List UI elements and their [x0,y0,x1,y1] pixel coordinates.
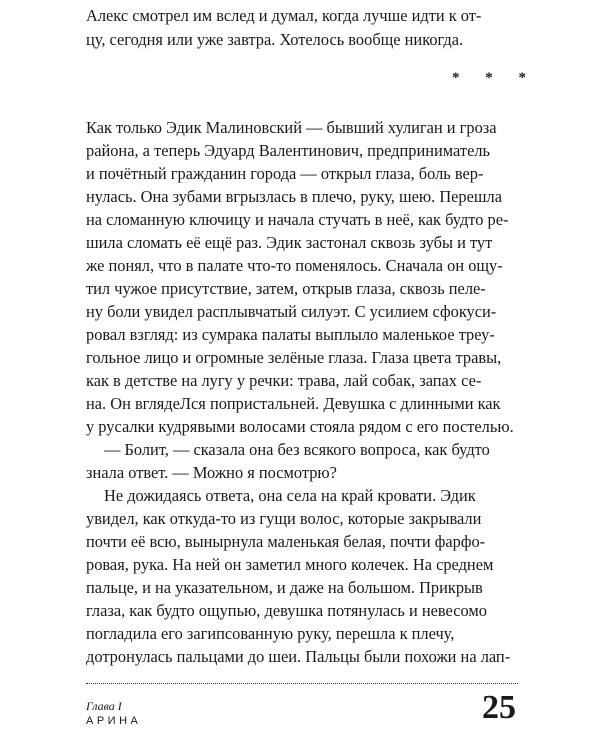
text-line: пальце, и на указательном, и даже на большом. Прикрыв [86,578,483,597]
text-line: как в детстве на лугу у речки: трава, лай собак, запах се- [86,371,482,390]
text-line: Алекс смотрел им вслед и думал, когда лучше идти к от- [86,6,482,25]
text-line: дотронулась пальцами до шеи. Пальцы были похожи на лап- [86,647,511,666]
page-number: 25 [482,689,516,726]
text-line: ну боли увидел расплывчатый силуэт. С усилием сфокуси- [86,302,497,321]
text-line: на сломанную ключицу и начала стучать в неё, как будто ре- [86,210,509,229]
text-line: тил чужое присутствие, затем, открыв глаза, сквозь пеле- [86,279,486,298]
text-line: Как только Эдик Малиновский — бывший хулиган и гроза [86,118,497,137]
text-line: района, а теперь Эдуард Валентинович, предприниматель [86,141,491,160]
text-line: шила сломать её ещё раз. Эдик застонал сквозь зубы и тут [86,233,493,252]
chapter-label: Глава I [86,699,122,713]
text-line: же понял, что в палате что-то поменялось. Сначала он ощу- [86,256,503,275]
text-line: — Болит, — сказала она без всякого вопроса, как будто [104,440,490,459]
text-line: у русалки кудрявыми волосами стояла рядом с его постелью. [86,417,514,436]
text-line: ровал взгляд: из сумрака палаты выплыло маленькое треу- [86,325,495,344]
chapter-title: АРИНА [86,715,142,727]
section-break-asterism: * * * [452,70,537,86]
text-line: на. Он вглядеЛся попристальней. Девушка с длинными как [86,394,501,413]
text-line: увидел, как откуда-то из гущи волос, которые закрывали [86,509,482,528]
footer-dotted-rule [86,683,518,684]
text-line: почти её всю, вынырнула маленькая белая, почти фарфо- [86,532,486,551]
text-line: погладила его загипсованную руку, перешла к плечу, [86,624,455,643]
text-line: глаза, как будто ощупью, девушка потянулась и невесомо [86,601,487,620]
text-line: знала ответ. — Можно я посмотрю? [86,463,337,482]
text-line: нулась. Она зубами вгрызлась в плечо, руку, шею. Перешла [86,187,502,206]
text-line: Не дожидаясь ответа, она села на край кровати. Эдик [104,486,476,505]
text-line: гольное лицо и огромные зелёные глаза. Глаза цвета травы, [86,348,502,367]
text-line: ровая, рука. На ней он заметил много колечек. На среднем [86,555,494,574]
text-line: и почётный гражданин города — открыл глаза, боль вер- [86,164,484,183]
text-line: цу, сегодня или уже завтра. Хотелось вообще никогда. [86,30,464,49]
